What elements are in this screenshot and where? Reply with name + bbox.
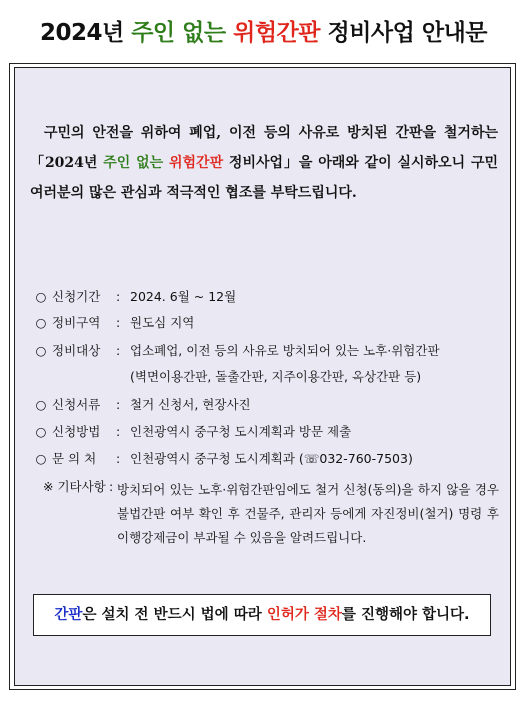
colon: : (116, 315, 121, 330)
notice-text-end: 를 진행해야 합니다. (341, 607, 470, 623)
item-label: 신청기간 (52, 289, 101, 304)
colon: : (116, 289, 121, 304)
page-title (0, 14, 527, 47)
title-rest: 정비사업 안내문 (319, 20, 488, 46)
item-value: 인천광역시 중구청 도시계획과 (☏032-760-7503) (130, 451, 413, 466)
item-continuation: (벽면이용간판, 돌출간판, 지주이용간판, 옥상간판 등) (130, 369, 422, 384)
item-value: 인천광역시 중구청 도시계획과 방문 제출 (130, 424, 352, 439)
item-value: 2024. 6월 ~ 12월 (130, 289, 237, 304)
colon: : (116, 343, 121, 358)
note-text: 방치되어 있는 노후·위험간판임에도 철거 신청(동의)을 하지 않을 경우 불법간판 여부 확인 후 건물주, 관리자 등에게 자진정비(철거) 명령 후 이행강제금이 부과될 수 있음을 알려드립니다. (117, 482, 499, 545)
notice-box (33, 594, 491, 636)
title-space (226, 20, 234, 46)
intro-highlight-red: 위험간판 (169, 155, 224, 171)
bullet-icon: ○ (35, 397, 47, 412)
item-label: 신청서류 (52, 397, 101, 412)
bullet-icon: ○ (35, 424, 47, 439)
bullet-icon: ○ (35, 289, 47, 304)
title-year: 2024년 (39, 20, 132, 46)
colon: : (116, 451, 121, 466)
bullet-icon: ○ (35, 343, 47, 358)
colon: : (109, 479, 114, 494)
item-value: 철거 신청서, 현장사진 (130, 397, 251, 412)
item-label: 신청방법 (52, 424, 101, 439)
item-label: 정비구역 (52, 315, 101, 330)
notice-text: 은 설치 전 반드시 법에 따라 (82, 607, 267, 623)
title-highlight-green: 주인 없는 (131, 20, 226, 46)
intro-text-1: 구민의 안전을 위하여 폐업, 이전 등의 사유로 방치된 간판을 철거하는 「2024년 (30, 125, 498, 171)
item-label: 문 의 처 (52, 451, 97, 466)
colon: : (116, 397, 121, 412)
intro-text-2: 정비사업」을 아래와 같이 실시하오니 구민 여러분의 많은 관심과 적극적인 협조를 부탁드립니다. (30, 155, 498, 201)
intro-paragraph (30, 118, 498, 208)
item-value: 원도심 지역 (130, 315, 195, 330)
intro-highlight-green: 주인 없는 (103, 155, 164, 171)
item-label: 정비대상 (52, 343, 101, 358)
title-highlight-red: 위험간판 (233, 20, 320, 46)
bullet-icon: ○ (35, 315, 47, 330)
bullet-icon: ○ (35, 451, 47, 466)
item-value: 업소폐업, 이전 등의 사유로 방치되어 있는 노후·위험간판 (130, 343, 440, 358)
colon: : (116, 424, 121, 439)
notice-highlight-blue: 간판 (54, 607, 83, 623)
note-label: ※ 기타사항 (43, 479, 106, 494)
notice-highlight-red: 인허가 절차 (266, 607, 342, 623)
